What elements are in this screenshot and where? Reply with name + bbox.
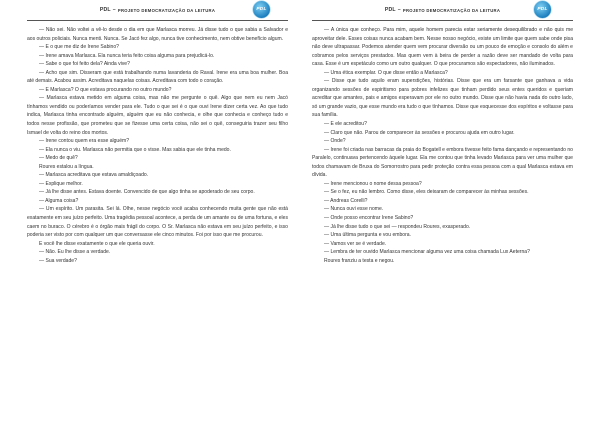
header-separator: – <box>112 7 116 13</box>
paragraph: — Não sei. Não voltei a vê-lo desde o dia em que Marlasca morreu. Já disse tudo o que sabia a Salvador e aos outros policiais. Nunca menti. Nunca. Se Jacó fez algo, nunca tive conhecimento, nem obtive benefício algum. <box>27 27 288 42</box>
paragraph: — Acho que sim. Disseram que está trabalhando numa lavanderia do Raval. Irene era uma boa mulher. Boa até demais. Acabou assim. Acreditava naquelas coisas. Acreditava com todo o coração. <box>27 69 288 85</box>
paragraph: — E o que me diz de Irene Sabino? <box>39 44 119 51</box>
paragraph: — Explique melhor. <box>39 180 83 187</box>
paragraph: — Sabe o que foi feito dela? Ainda vive? <box>39 61 130 68</box>
paragraph: — Andreas Corelli? <box>324 197 368 204</box>
paragraph: — Disse que tudo aquilo eram superstições, histórias. Disse que era um farsante que ganhava a vida organizando sessões de espiritismo para pobres infelizes que tinham perdido seus entes queridos e queriam acreditar que amantes, pais e amigos esperavam por ele no outro mundo. Disse que não havia nada do outro lado, só um grande vazio, que esse mundo era tudo o que tínhamos. Disse que esquecesse dos espíritos e voltasse para sua família. <box>312 78 573 119</box>
paragraph: E você lhe disse exatamente o que ele queria ouvir. <box>39 240 155 247</box>
page-header <box>312 0 573 21</box>
header-subtitle: PROJETO DEMOCRATIZAÇÃO DA LEITURA <box>402 7 501 13</box>
paragraph: — Nunca ouvi esse nome. <box>324 206 384 213</box>
paragraph: Roures estalou a língua. <box>39 163 94 170</box>
logo-text: PDL <box>537 7 548 12</box>
right-page <box>300 0 600 424</box>
paragraph: — Onde? <box>324 138 346 145</box>
paragraph: — Irene mencionou o nome dessa pessoa? <box>324 180 422 187</box>
header-title: PDL <box>384 7 396 13</box>
paragraph: — E ele acreditou? <box>324 121 367 128</box>
paragraph: — Sua verdade? <box>39 257 77 264</box>
paragraph: — Irene foi criada nas barracas da praia do Bogatell e embora tivesse feito fama dançando e representando no Paralelo, continuava pertencendo àquele lugar. Ela me contou que tinha levado Marlasca para ver uma mulher que todos chamavam de Bruxa do Somorrostro para pedir proteção contra essa pessoa com a qual Marlasca estava em dívida. <box>312 146 573 179</box>
paragraph: — Onde posso encontrar Irene Sabino? <box>324 215 414 222</box>
paragraph: — Lembra de ter ouvido Marlasca mencionar alguma vez uma coisa chamada Lux Aeterna? <box>324 249 530 256</box>
header-separator: – <box>397 7 401 13</box>
paragraph: — Marlasca estava metido em alguma coisa, mas não me pergunte o quê. Algo que nem eu nem Jacó tínhamos vendido ou poderíamos vender para ele. Tudo o que sei é o que ouvi Irene dizer certa vez. Ao que tudo indica, Marlasca tinha encontrado alguém, alguém que eu não conhecia, e olhe que conhecia e conheço tudo e todos nesse profissão, que prometeu que se fizesse uma certa coisa, não sei o quê, conseguiria trazer seu filho Ismael de volta do reino dos mortos. <box>27 95 288 136</box>
paragraph: — Um espírito. Um parasita. Sei lá. Olhe, nesse negócio você acaba conhecendo muita gente que não está exatamente em seu juízo perfeito. Uma tragédia pessoal acontece, a perda de um amante ou de uma fortuna, e eles caem no buraco. O cérebro é o órgão mais frágil do corpo. O Sr. Marlasca não estava em seu juízo perfeito, e isso poderia ser visto por com qualquer um que conversasse ele cinco minutos. Foi por isso que me procurou. <box>27 206 288 239</box>
paragraph: — Irene amava Marlasca. Ela nunca teria feito coisa alguma para prejudicá-lo. <box>39 52 215 59</box>
logo-text: PDL <box>256 7 267 12</box>
paragraph: — Ela nunca o viu. Marlasca não permitia que o visse. Mas sabia que ele tinha medo. <box>39 146 231 153</box>
paragraph: — A única que conheço. Para mim, aquele homem parecia estar seriamente desequilibrado e não quis me aproveitar dele. Esses coisas nunca acabam bem. Nesse nosso negócio, existe um limite que quem sabe onde pisa não deve ultrapassar. Podemos atender quem vem procurar diversão ou um pouco de emoção e consolo do além e cobramos pelos serviços prestados. Mas quem vem à beira de perder a razão deve ser mandado de volta para casa. Esse é um espetáculo como um outro qualquer. O que procuramos são espectadores, não iluminados. <box>312 27 573 68</box>
right-page-body <box>312 26 573 265</box>
page-header <box>27 0 288 21</box>
paragraph: — Se o fez, eu não lembro. Como disse, eles deixaram de comparecer às minhas sessões. <box>324 189 529 196</box>
pdl-logo <box>253 1 270 18</box>
paragraph: — Não. Eu lhe disse a verdade. <box>39 249 111 256</box>
header-title: PDL <box>99 7 111 13</box>
paragraph: — Já lhe disse antes. Estava doente. Convencido de que algo tinha se apoderado de seu corpo. <box>39 189 255 196</box>
paragraph: — Alguma coisa? <box>39 197 79 204</box>
paragraph: — Uma ética exemplar. O que disse então a Marlasca? <box>324 69 448 76</box>
paragraph: — Vamos ver se é verdade. <box>324 240 387 247</box>
paragraph: — Medo de quê? <box>39 155 78 162</box>
paragraph: Roures franziu a testa e negou. <box>324 257 395 264</box>
paragraph: — Claro que não. Parou de comparecer às sessões e procurou ajuda em outro lugar. <box>324 129 515 136</box>
paragraph: — Já lhe disse tudo o que sei — respondeu Roures, exasperado. <box>324 223 471 230</box>
paragraph: — Irene contou quem era esse alguém? <box>39 138 130 145</box>
paragraph: — Uma última pergunta e vou embora. <box>324 232 411 239</box>
paragraph: — Marlasca acreditava que estava amaldiçoado. <box>39 172 149 179</box>
paragraph: — E Marlasca? O que estava procurando no outro mundo? <box>39 86 172 93</box>
pdl-logo <box>534 1 551 18</box>
header-subtitle: PROJETO DEMOCRATIZAÇÃO DA LEITURA <box>117 7 216 13</box>
left-page-body <box>27 26 288 265</box>
